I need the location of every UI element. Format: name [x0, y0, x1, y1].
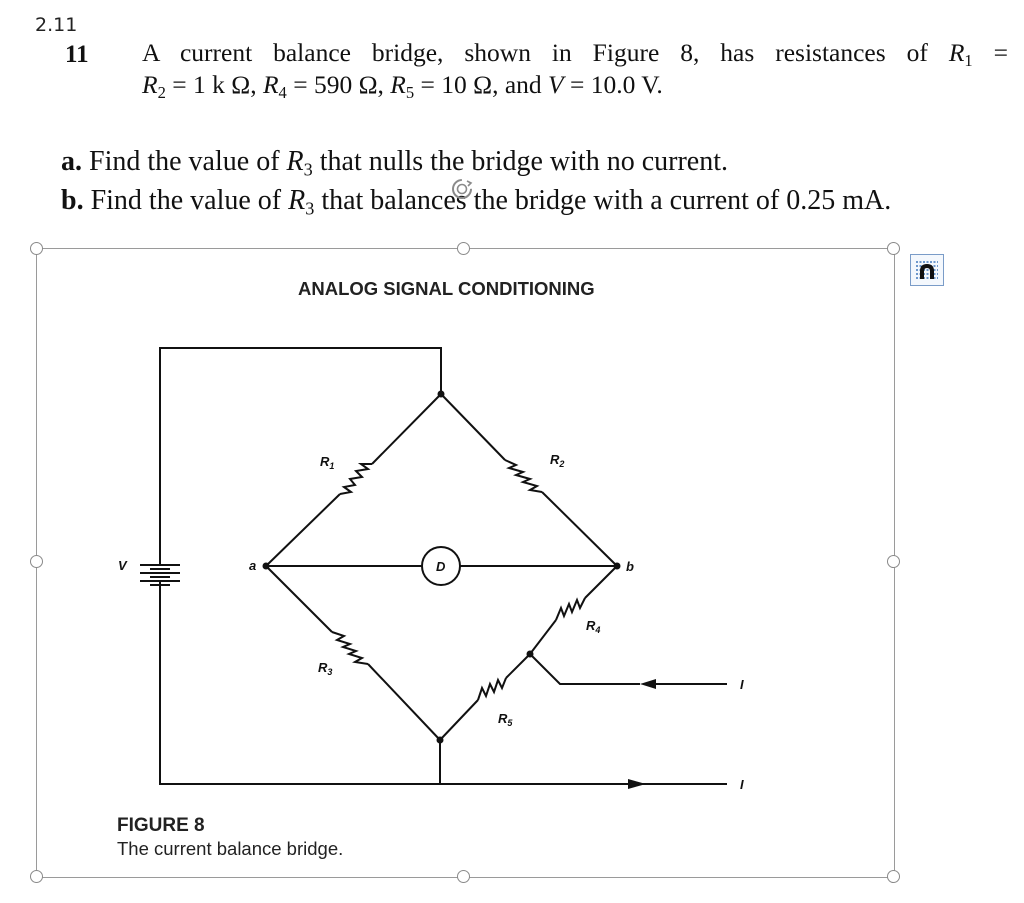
- v-value: = 10.0 V.: [563, 70, 663, 99]
- wire-r1-bottom: [266, 494, 340, 566]
- problem-number: 11: [65, 41, 89, 68]
- wire-r5-bottom: [440, 700, 478, 740]
- figure-caption-text: The current balance bridge.: [117, 838, 344, 859]
- label-r5-sub: 5: [507, 718, 513, 728]
- part-b-var: R: [288, 185, 306, 216]
- node-b: [614, 563, 621, 570]
- r4-value: = 590 Ω,: [286, 70, 391, 99]
- arrow-current-in: [640, 679, 656, 689]
- part-a-text-end: that nulls the bridge with no current.: [312, 146, 728, 177]
- label-current-bottom: I: [740, 777, 744, 792]
- part-a-label: a.: [61, 146, 82, 177]
- label-r1-letter: R: [320, 454, 330, 469]
- resistor-r3: [332, 632, 368, 664]
- resistor-r2: [505, 460, 542, 492]
- node-bottom: [437, 737, 444, 744]
- label-r3-sub: 3: [327, 667, 333, 677]
- part-b-text-end: that balances the bridge with a current of 0.25 mA.: [314, 185, 892, 216]
- part-b-sub: 3: [305, 198, 315, 219]
- wire-r4-top: [585, 566, 617, 598]
- label-current-top: I: [740, 677, 744, 692]
- figure-heading: ANALOG SIGNAL CONDITIONING: [298, 278, 595, 299]
- arrow-current-out: [628, 779, 646, 789]
- equals-sign: =: [972, 38, 1008, 67]
- label-r1: [320, 454, 334, 471]
- label-r3: [318, 660, 332, 677]
- label-r2: [550, 452, 564, 469]
- r2-value: = 1 k Ω,: [165, 70, 263, 99]
- part-b-text: Find the value of: [83, 185, 289, 216]
- wire-r2-bottom: [542, 492, 617, 566]
- var-r1-sub: 1: [964, 50, 973, 70]
- label-a: a: [249, 558, 257, 573]
- var-v: V: [548, 70, 564, 99]
- label-d: D: [436, 559, 446, 574]
- wire-r4-bottom: [530, 620, 556, 654]
- label-r4-sub: 4: [595, 625, 601, 635]
- wire-r1-top: [372, 394, 441, 464]
- wire-r5-top: [506, 654, 530, 678]
- wire-r3-bottom: [368, 664, 440, 740]
- wire-r3-top: [266, 566, 332, 632]
- node-junction: [527, 651, 534, 658]
- var-r2-sub: 2: [157, 82, 166, 102]
- label-r4-letter: R: [586, 618, 596, 633]
- label-r4: [586, 618, 600, 635]
- problem-text: A current balance bridge, shown in Figure 8, has resistances of: [142, 38, 949, 67]
- part-a-sub: 3: [303, 159, 313, 180]
- var-r2: R: [142, 70, 158, 99]
- resistor-r1: [340, 464, 372, 494]
- resistor-r4: [556, 598, 585, 620]
- label-r2-sub: 2: [559, 459, 565, 469]
- node-top: [438, 391, 445, 398]
- var-r1: R: [948, 38, 965, 67]
- resistor-r5: [478, 678, 506, 700]
- node-a: [263, 563, 270, 570]
- var-r5: R: [390, 70, 406, 99]
- section-label: 2.11: [35, 14, 78, 36]
- label-r5-letter: R: [498, 711, 508, 726]
- figure-caption-title: FIGURE 8: [117, 815, 205, 836]
- wire-r2-top: [441, 394, 505, 460]
- wire-current-in: [530, 654, 640, 684]
- r5-value: = 10 Ω, and: [414, 70, 549, 99]
- var-r4: R: [262, 70, 279, 99]
- wire-bottom-left: [160, 582, 440, 784]
- label-r2-letter: R: [550, 452, 560, 467]
- var-r4-sub: 4: [278, 82, 287, 102]
- label-b: b: [626, 559, 634, 574]
- part-a-text: Find the value of: [82, 146, 287, 177]
- part-b-label: b.: [61, 185, 84, 216]
- var-r5-sub: 5: [405, 82, 415, 102]
- label-r5: [498, 711, 513, 728]
- part-a-var: R: [286, 146, 304, 177]
- label-r3-letter: R: [318, 660, 328, 675]
- label-v: V: [118, 558, 127, 573]
- label-r1-sub: 1: [329, 461, 335, 471]
